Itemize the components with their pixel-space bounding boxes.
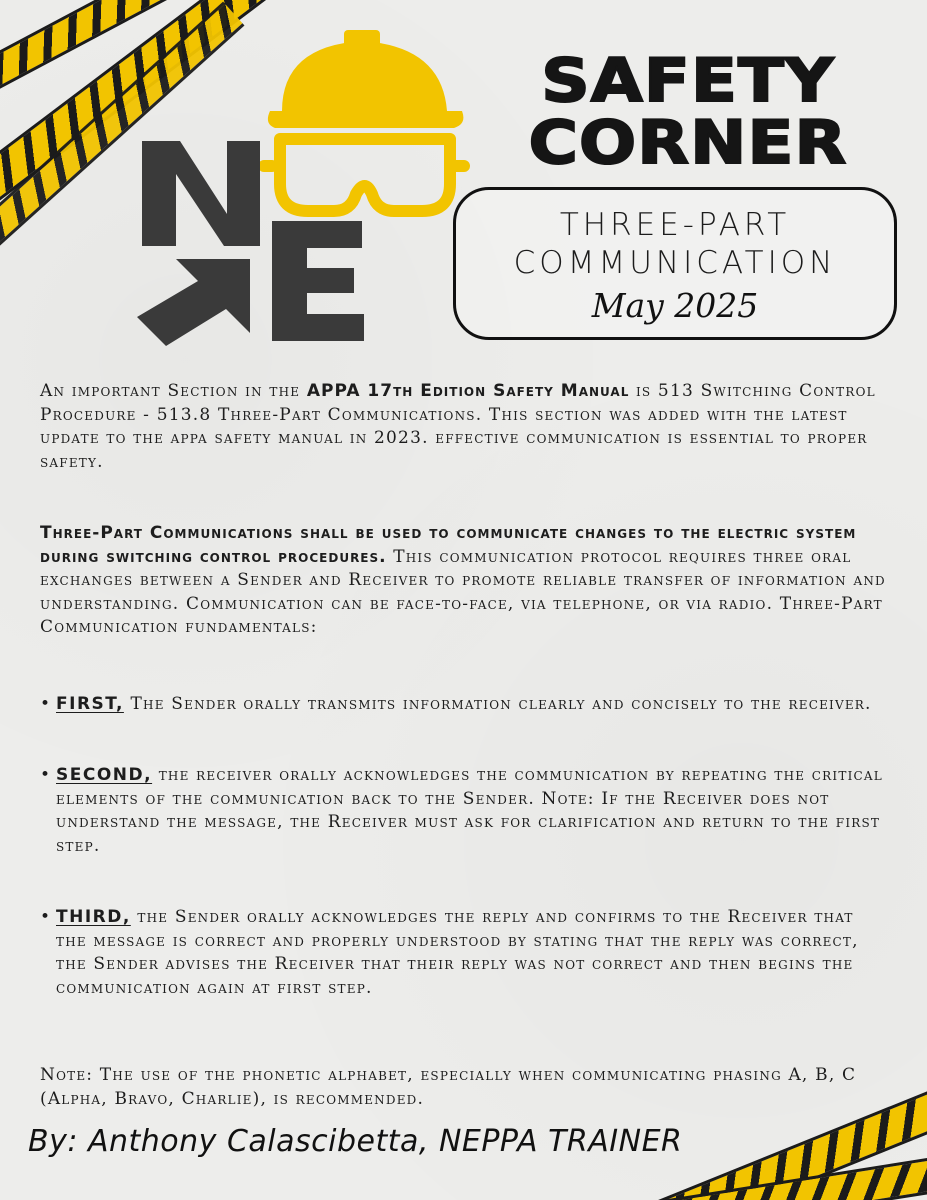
neppa-logo	[132, 16, 472, 346]
topic-box	[453, 187, 897, 340]
text-run: is 513 Switching Control Procedure - 513.8 Three-Part Communications. This section was added with the latest update to the appa safety manual in 2023. effective communication is essential to proper safety.	[40, 381, 876, 472]
step-label: FIRST,	[56, 694, 124, 714]
intro-paragraph	[40, 380, 890, 474]
letter-n-shape	[142, 141, 260, 246]
step-label: SECOND,	[56, 765, 153, 785]
hard-hat-icon	[268, 30, 464, 128]
step-text: the Sender orally acknowledges the reply and confirms to the Receiver that the message is correct and properly understood by stating that the reply was correct, the Sender advises the Receiver that their reply was not correct and then begins the communication again at first step.	[56, 907, 859, 998]
arrow-icon	[137, 259, 250, 346]
page-title	[475, 46, 901, 178]
step-text: The Sender orally transmits information clearly and concisely to the receiver.	[123, 694, 872, 714]
list-item	[40, 693, 872, 717]
protocol-paragraph	[40, 522, 890, 640]
topic-line: COMMUNICATION	[513, 245, 837, 281]
author-byline: By: Anthony Calascibetta, NEPPA TRAINER	[28, 1124, 683, 1159]
list-item	[40, 764, 890, 858]
note-paragraph: Note: The use of the phonetic alphabet, especially when communicating phasing A, B, C (Alpha, Bravo, Charlie), is recommended.	[40, 1065, 857, 1109]
topic-line: THREE-PART	[559, 207, 791, 243]
letter-e-shape	[272, 221, 364, 341]
issue-date: May 2025	[591, 286, 759, 325]
text-run: An important Section in the	[40, 381, 307, 401]
title-line: SAFETY	[541, 46, 835, 116]
text-run: This communication protocol requires three oral exchanges between a Sender and Receiver to promote reliable transfer of information and understanding. Communication can be face-to-face, via telephone, or via radio. Three-Part Communication fundamentals:	[40, 546, 886, 637]
manual-title: APPA 17th Edition Safety Manual	[306, 381, 630, 401]
list-item	[40, 906, 890, 1000]
title-line: CORNER	[528, 108, 848, 178]
goggles-icon	[264, 139, 464, 211]
step-text: the receiver orally acknowledges the communication by repeating the critical elements of the communication back to the Sender. Note: If the Receiver does not understand the message, the Receiver must ask for clarification and return to the first step.	[56, 765, 883, 856]
step-label: THIRD,	[56, 907, 131, 927]
rule-statement: Three-Part Communications shall be used to communicate changes to the electric system during switching control procedures.	[40, 523, 857, 567]
